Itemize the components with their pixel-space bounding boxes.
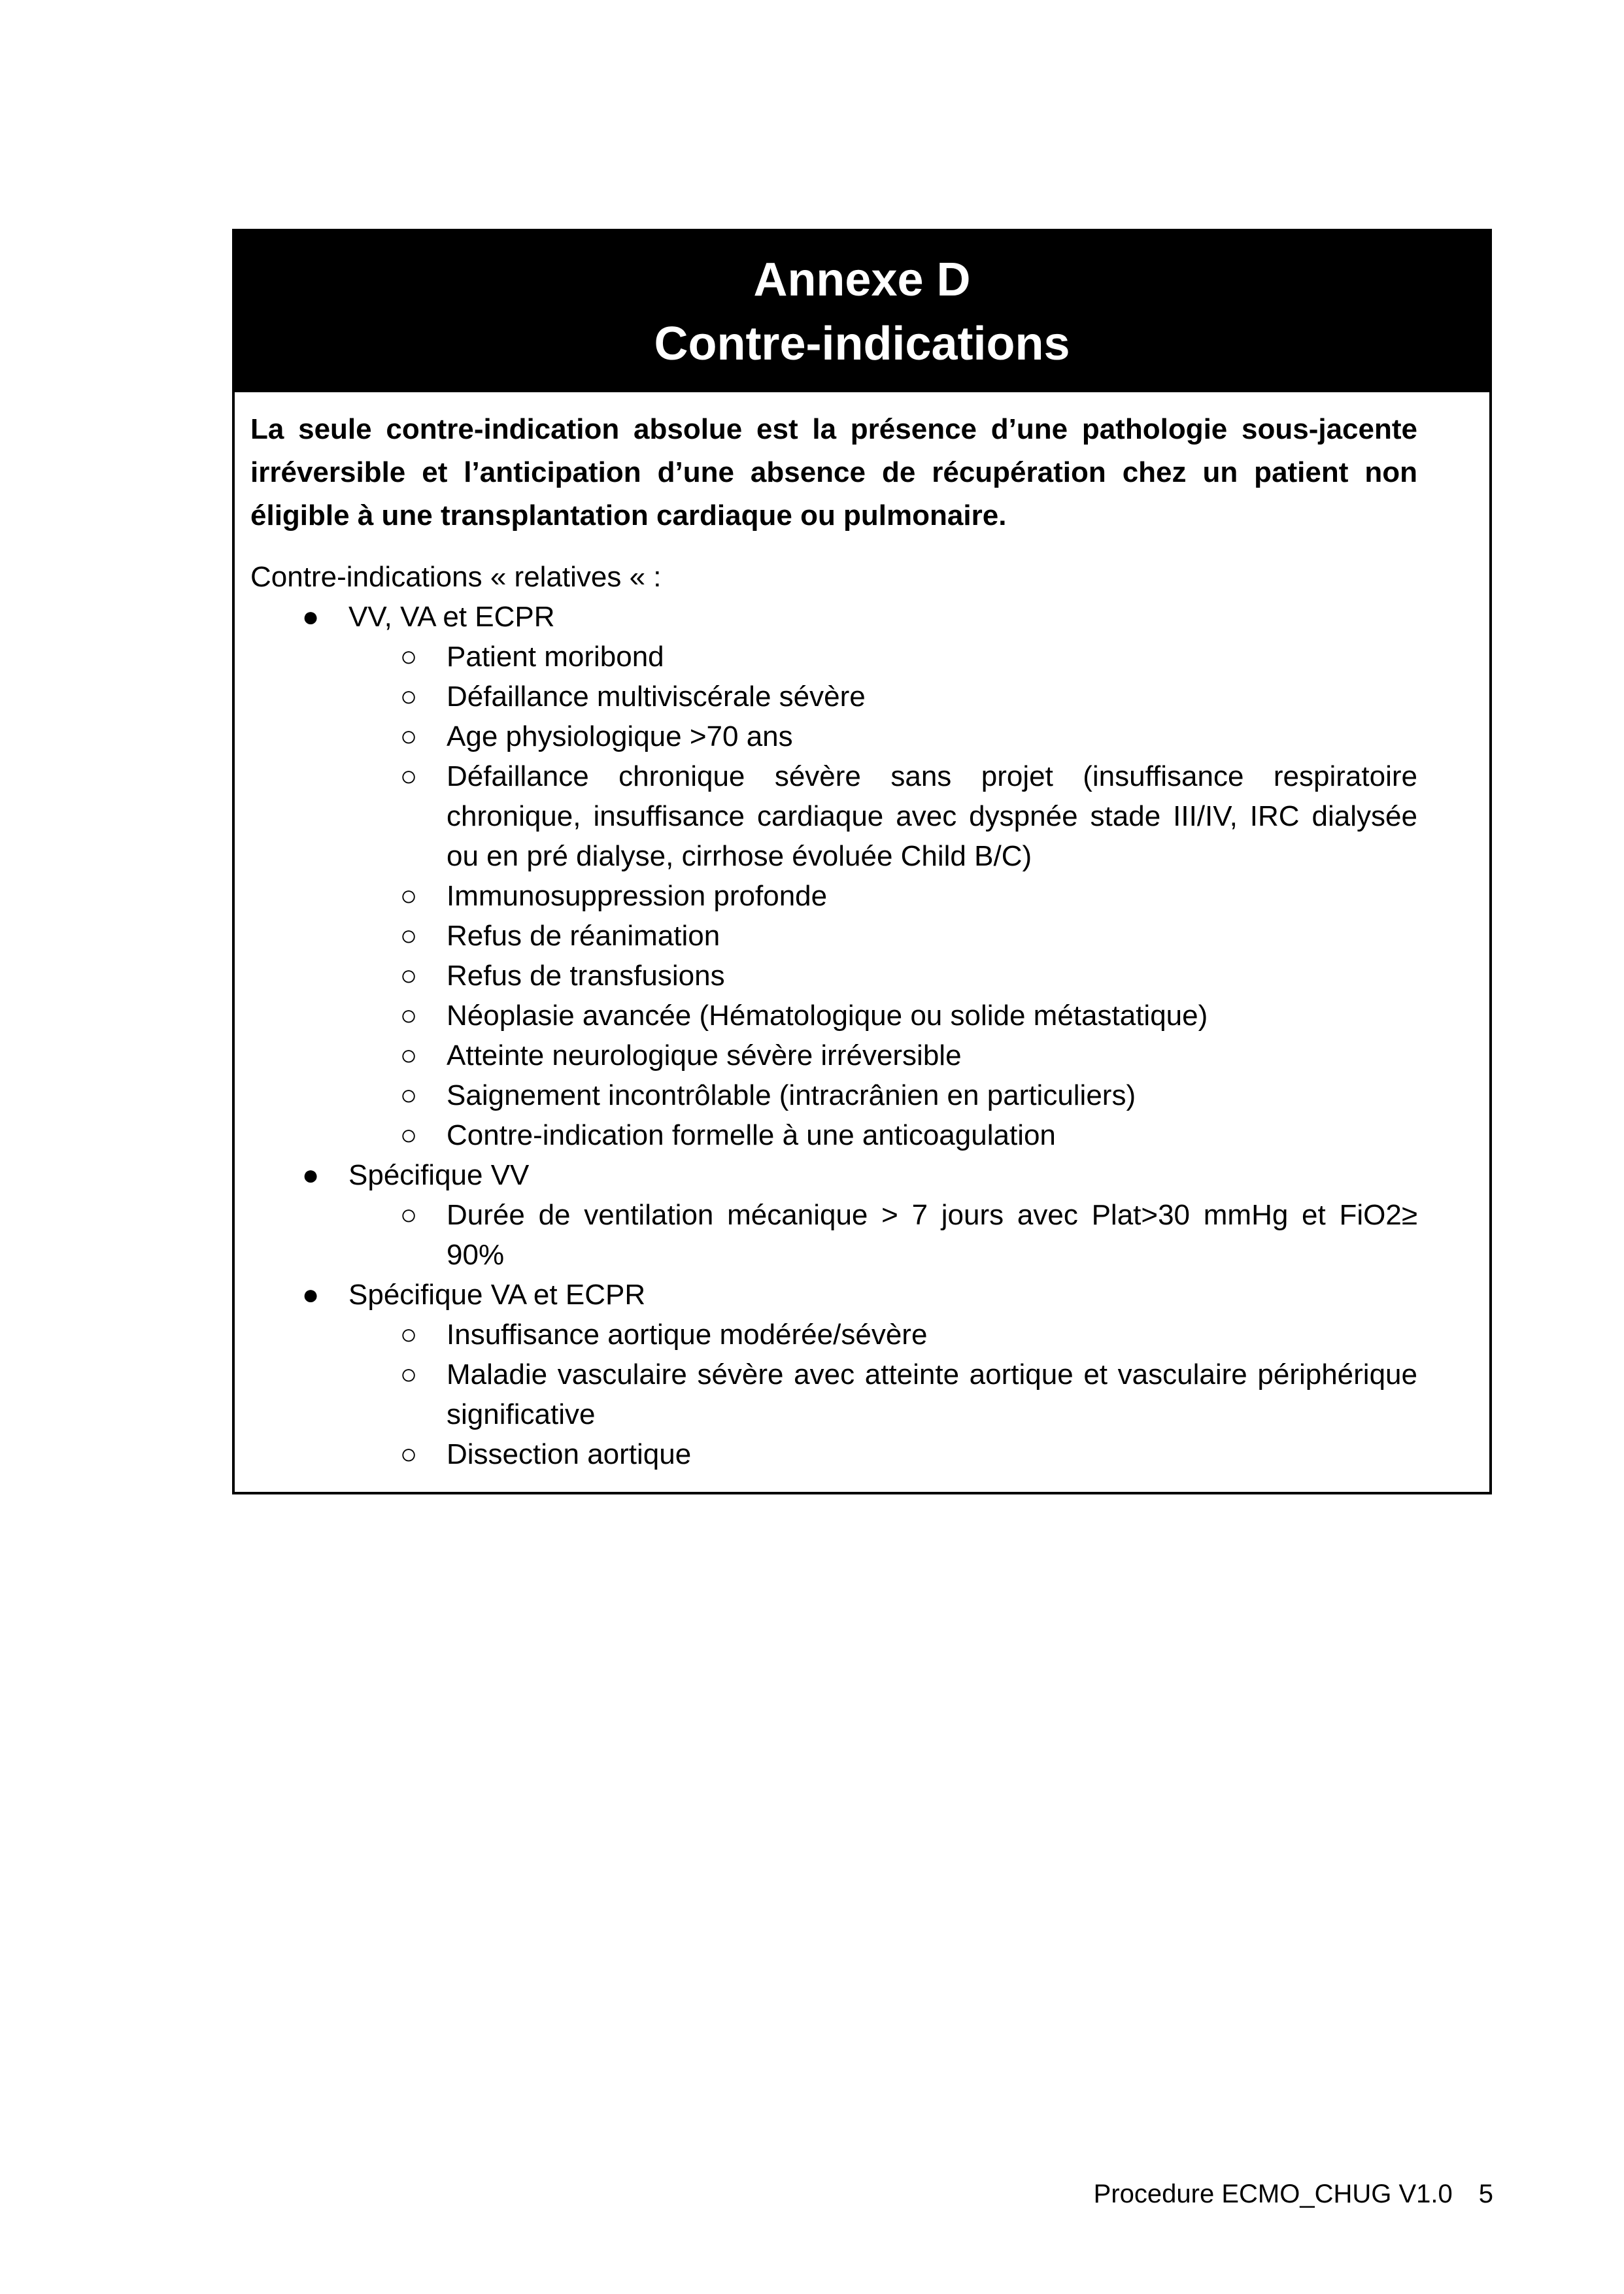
contraindication-item — [348, 677, 1417, 717]
hollow-bullet-icon: ○ — [399, 880, 418, 912]
contraindication-item — [348, 1315, 1417, 1355]
contraindication-item — [348, 916, 1417, 956]
footer-document-label: Procedure ECMO_CHUG V1.0 — [1093, 2180, 1453, 2208]
contraindication-item-text: Durée de ventilation mécanique > 7 jours avec Plat>30 mmHg et FiO2≥ 90% — [447, 1199, 1417, 1271]
relative-contraindications-heading: Contre-indications « relatives « : — [250, 561, 662, 593]
contraindication-item-text: Défaillance chronique sévère sans projet (insuffisance respiratoire chronique, insuffisance cardiaque avec dyspnée stade III/IV, IRC dialysée ou en pré dialyse, cirrhose évoluée Child B/C) — [447, 760, 1417, 872]
annex-box — [232, 229, 1492, 1494]
annex-body — [235, 392, 1489, 1474]
contraindication-items-list — [348, 1195, 1417, 1275]
contraindication-item — [348, 1115, 1417, 1155]
contraindication-item-text: Saignement incontrôlable (intracrânien en particuliers) — [447, 1079, 1136, 1111]
annex-subtitle: Contre-indications — [654, 318, 1070, 370]
contraindication-item-text: Insuffisance aortique modérée/sévère — [447, 1319, 928, 1351]
hollow-bullet-icon: ○ — [399, 1358, 418, 1391]
contraindication-group — [250, 1275, 1417, 1474]
hollow-bullet-icon: ○ — [399, 1199, 418, 1231]
hollow-bullet-icon: ○ — [399, 720, 418, 752]
contraindication-item — [348, 876, 1417, 916]
contraindication-item-text: Défaillance multiviscérale sévère — [447, 681, 866, 713]
contraindication-item — [348, 756, 1417, 876]
contraindication-item — [348, 1195, 1417, 1275]
contraindication-item — [348, 996, 1417, 1036]
contraindication-items-list — [348, 637, 1417, 1155]
hollow-bullet-icon: ○ — [399, 1039, 418, 1071]
page-footer — [1094, 2176, 1493, 2212]
hollow-bullet-icon: ○ — [399, 681, 418, 713]
contraindication-group-label: Spécifique VV — [348, 1159, 530, 1191]
contraindication-items-list — [348, 1315, 1417, 1474]
contraindication-item-text: Atteinte neurologique sévère irréversible — [447, 1039, 962, 1071]
footer-page-number: 5 — [1478, 2180, 1493, 2208]
contraindication-item-text: Néoplasie avancée (Hématologique ou solide métastatique) — [447, 1000, 1208, 1032]
contraindication-group-label: VV, VA et ECPR — [348, 601, 555, 633]
hollow-bullet-icon: ○ — [399, 760, 418, 792]
contraindication-item — [348, 1075, 1417, 1115]
hollow-bullet-icon: ○ — [399, 1319, 418, 1351]
contraindication-item — [348, 637, 1417, 677]
hollow-bullet-icon: ○ — [399, 960, 418, 992]
contraindication-item — [348, 1355, 1417, 1434]
filled-bullet-icon: ● — [301, 601, 320, 633]
contraindication-item — [348, 1036, 1417, 1075]
hollow-bullet-icon: ○ — [399, 920, 418, 952]
contraindication-item — [348, 1434, 1417, 1474]
hollow-bullet-icon: ○ — [399, 1079, 418, 1111]
hollow-bullet-icon: ○ — [399, 1119, 418, 1151]
contraindication-group — [250, 1155, 1417, 1275]
contraindication-group — [250, 597, 1417, 1155]
absolute-contraindication-note: La seule contre-indication absolue est la présence d’une pathologie sous-jacente irréversible et l’anticipation d’une absence de récupération chez un patient non éligible à une transplantation cardiaque ou pulmonaire. — [250, 413, 1417, 531]
contraindication-item — [348, 717, 1417, 756]
contraindication-item-text: Refus de réanimation — [447, 920, 720, 952]
hollow-bullet-icon: ○ — [399, 641, 418, 673]
annex-header — [235, 231, 1489, 392]
contraindication-item — [348, 956, 1417, 996]
hollow-bullet-icon: ○ — [399, 1000, 418, 1032]
contraindication-item-text: Patient moribond — [447, 641, 664, 673]
filled-bullet-icon: ● — [301, 1279, 320, 1311]
contraindication-item-text: Age physiologique >70 ans — [447, 720, 793, 752]
filled-bullet-icon: ● — [301, 1159, 320, 1191]
contraindication-groups-list — [250, 597, 1417, 1474]
contraindication-group-label: Spécifique VA et ECPR — [348, 1279, 646, 1311]
contraindication-item-text: Maladie vasculaire sévère avec atteinte aortique et vasculaire périphérique significative — [447, 1358, 1417, 1430]
contraindication-item-text: Immunosuppression profonde — [447, 880, 828, 912]
contraindication-item-text: Dissection aortique — [447, 1438, 692, 1470]
annex-title: Annexe D — [753, 254, 971, 306]
contraindication-item-text: Refus de transfusions — [447, 960, 725, 992]
contraindication-item-text: Contre-indication formelle à une anticoagulation — [447, 1119, 1056, 1151]
hollow-bullet-icon: ○ — [399, 1438, 418, 1470]
